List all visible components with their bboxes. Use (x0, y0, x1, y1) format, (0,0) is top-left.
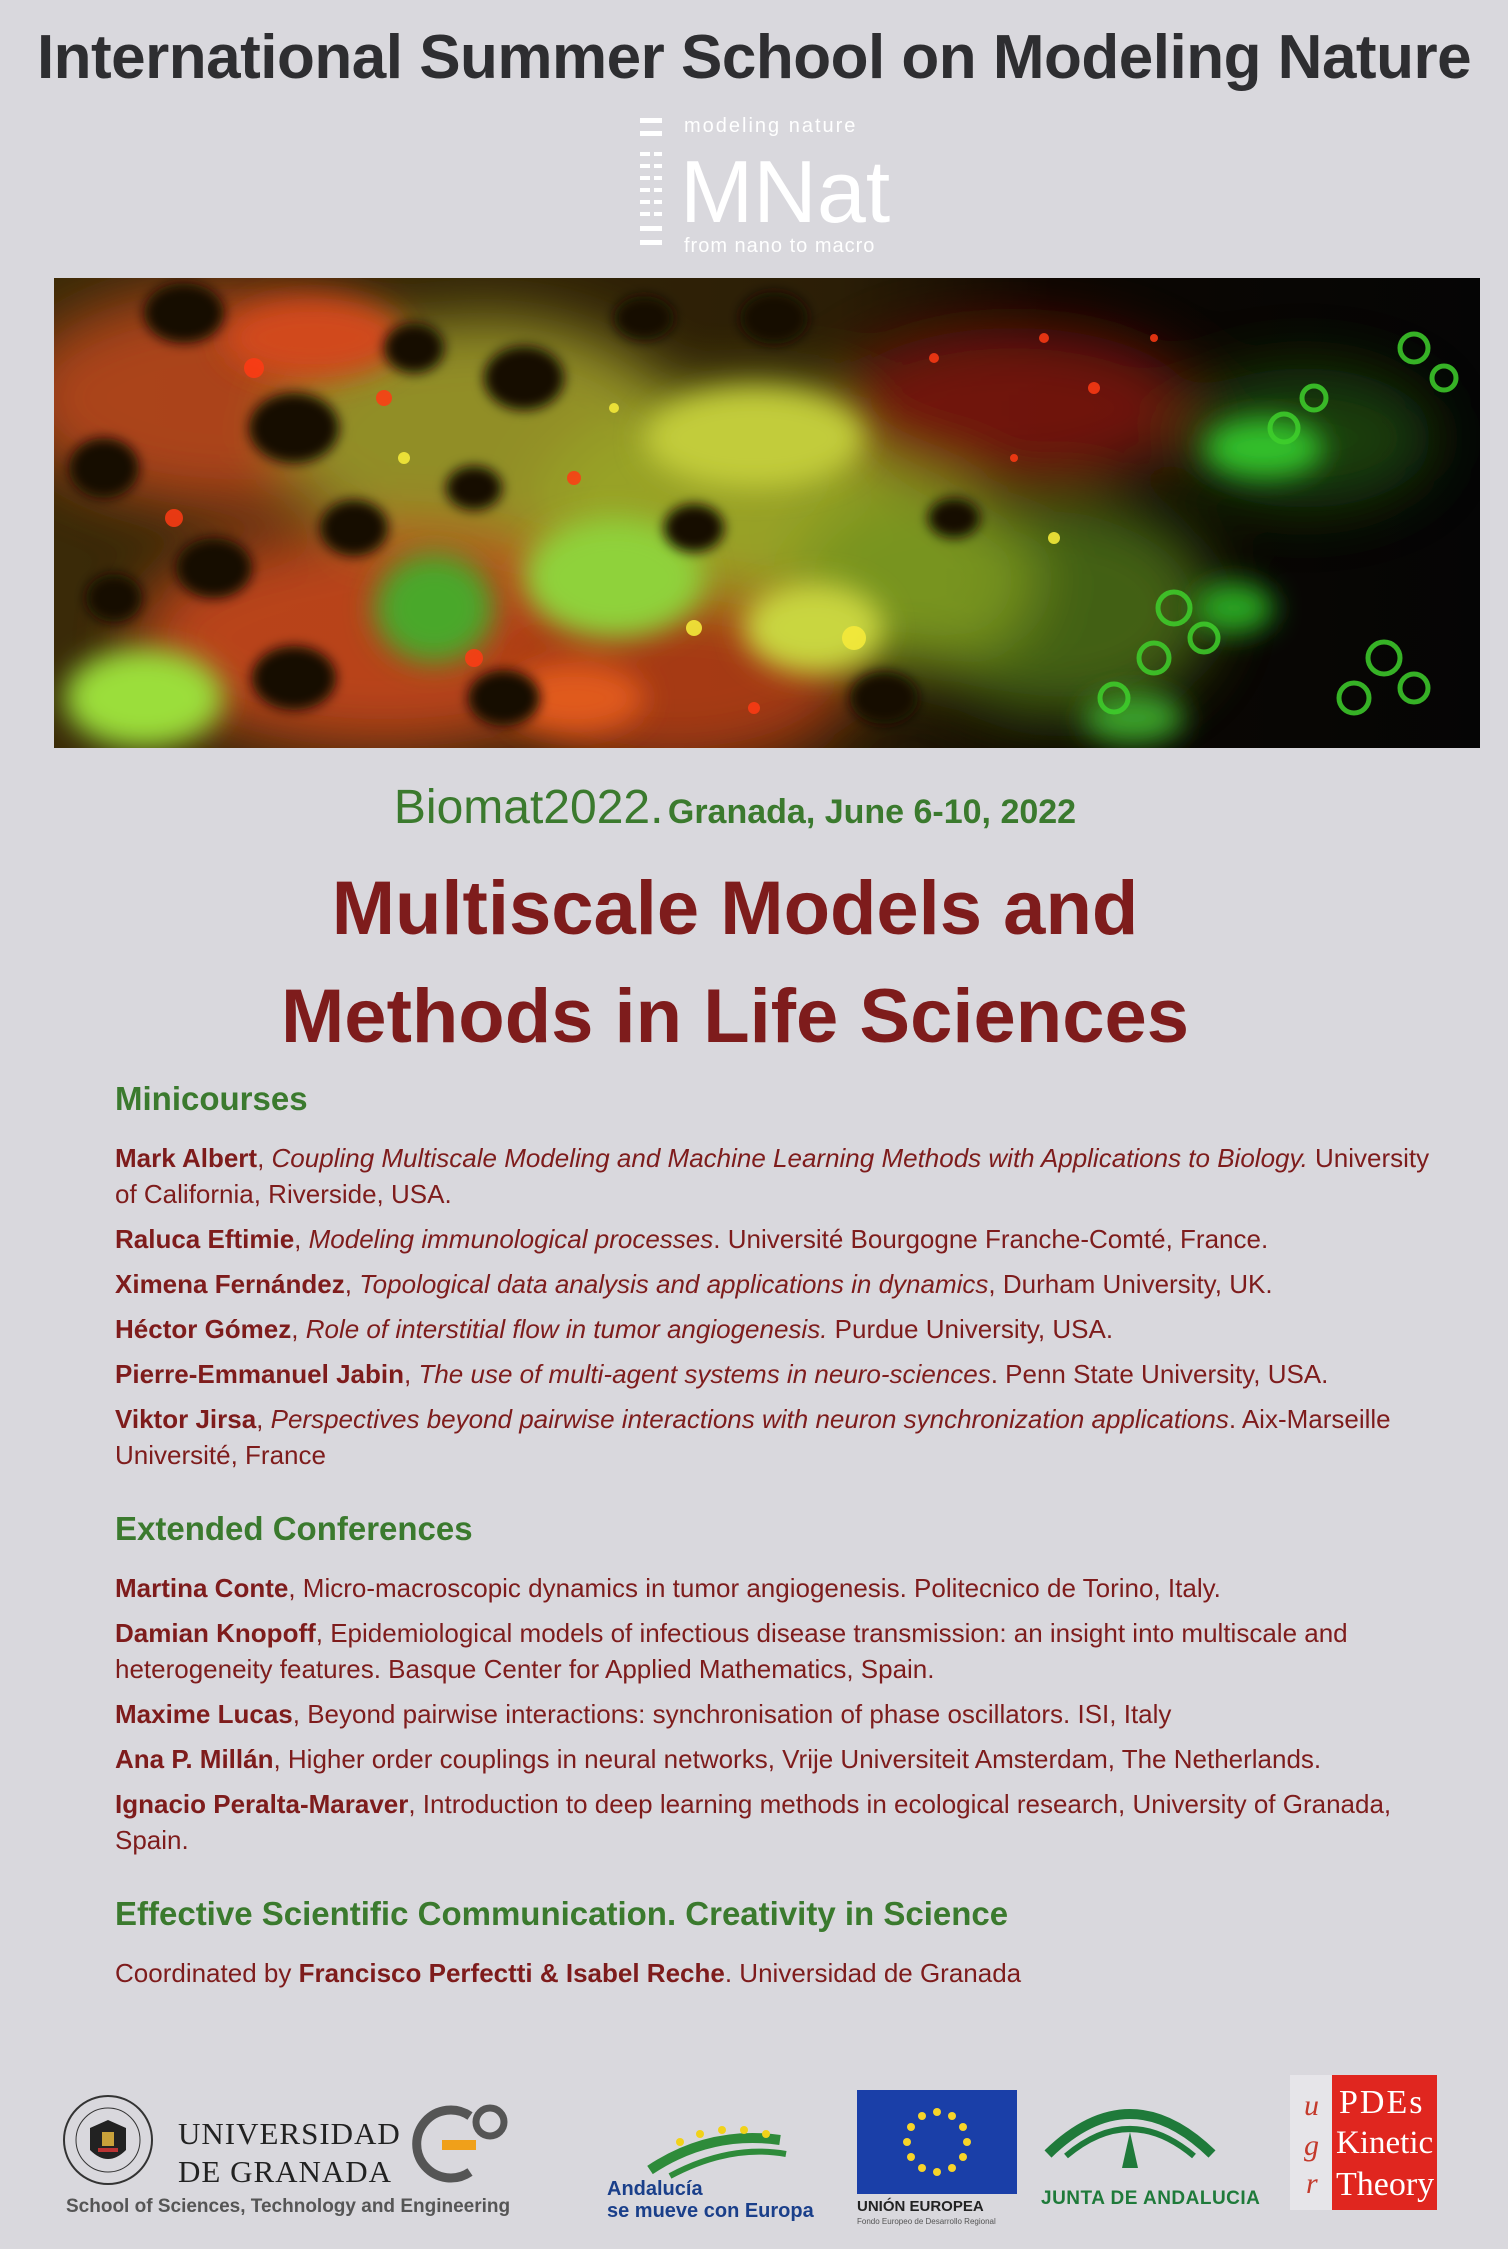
speaker-name: Ana P. Millán (115, 1744, 274, 1774)
ugr-name-line2: DE GRANADA (178, 2154, 393, 2189)
ugr-name-line1: UNIVERSIDAD (178, 2116, 401, 2151)
conference-description: , Beyond pairwise interactions: synchronisation of phase oscillators. ISI, Italy (292, 1699, 1172, 1729)
speaker-name: Maxime Lucas (115, 1699, 293, 1729)
minicourse-entry: Héctor Gómez, Role of interstitial flow in tumor angiogenesis. Purdue University, USA. (115, 1314, 1114, 1344)
svg-text:MNat: MNat (680, 142, 891, 241)
svg-text:PDEs: PDEs (1339, 2084, 1425, 2121)
event-name: Biomat2022. (393, 781, 664, 834)
ugr-school-label: School of Sciences, Technology and Engineering (66, 2196, 511, 2217)
conference-description: , Micro-macroscopic dynamics in tumor angiogenesis. Politecnico de Torino, Italy. (288, 1573, 1221, 1603)
eu-flag-icon (857, 2090, 1017, 2194)
sponsor-logos (0, 2070, 1508, 2240)
minicourse-entry: Ximena Fernández, Topological data analysis and applications in dynamics, Durham University, UK. (115, 1269, 1273, 1299)
mnat-logo (640, 112, 900, 262)
eu-star (959, 2123, 967, 2131)
course-affiliation: . Université Bourgogne Franche-Comté, France. (713, 1224, 1269, 1254)
ugr-seal-icon (60, 2092, 156, 2188)
conferences-heading: Extended Conferences (115, 1510, 473, 1547)
eu-star (963, 2138, 971, 2146)
school-title (0, 855, 1470, 1071)
ugr-etsi-logo-icon (410, 2100, 510, 2184)
eu-star (903, 2138, 911, 2146)
speaker-name: Viktor Jirsa (115, 1404, 257, 1434)
eu-star (948, 2112, 956, 2120)
minicourse-entry: Mark Albert, Coupling Multiscale Modeling and Machine Learning Methods with Applications to Biology. University of California, Riverside, USA. (115, 1143, 1430, 1209)
speaker-name: Raluca Eftimie (115, 1224, 295, 1254)
eu-star (948, 2164, 956, 2172)
conference-entry (115, 1696, 1435, 1732)
andalucia-label-line2: se mueve con Europa (607, 2200, 814, 2222)
pdes-kinetic-theory-logo (1290, 2075, 1437, 2210)
svg-text:u: u (1304, 2089, 1319, 2122)
course-topic: Modeling immunological processes (308, 1224, 714, 1254)
eu-star (907, 2123, 915, 2131)
pdes-logo-icon (1290, 2075, 1437, 2210)
course-topic: Topological data analysis and applications in dynamics (359, 1269, 989, 1299)
course-affiliation: , Durham University, UK. (988, 1269, 1273, 1299)
conference-entry (115, 1615, 1435, 1687)
coordinator-names: Francisco Perfectti & Isabel Reche (298, 1958, 725, 1988)
minicourse-entry: Pierre-Emmanuel Jabin, The use of multi-agent systems in neuro-sciences. Penn State University, USA. (115, 1359, 1329, 1389)
svg-text:Theory: Theory (1336, 2166, 1435, 2203)
speaker-name: Ignacio Peralta-Maraver (115, 1789, 409, 1819)
eu-star (918, 2164, 926, 2172)
eu-star (933, 2108, 941, 2116)
andalucia-europa-logo-icon (640, 2120, 790, 2180)
eu-fund-label: Fondo Europeo de Desarrollo Regional (857, 2217, 996, 2226)
course-affiliation: Purdue University, USA. (827, 1314, 1114, 1344)
andalucia-label-line1: Andalucía (607, 2178, 703, 2200)
minicourses-heading: Minicourses (115, 1080, 308, 1117)
course-affiliation: . Penn State University, USA. (990, 1359, 1329, 1389)
course-topic: Coupling Multiscale Modeling and Machine Learning Methods with Applications to Biology. (271, 1143, 1308, 1173)
svg-text:r: r (1306, 2167, 1318, 2200)
event-subtitle (0, 780, 1470, 835)
svg-text:g: g (1304, 2129, 1319, 2162)
junta-label: JUNTA DE ANDALUCIA (1041, 2188, 1261, 2209)
eu-star (918, 2112, 926, 2120)
school-title-line1: Multiscale Models and (331, 866, 1139, 951)
communication-entry: Coordinated by Francisco Perfectti & Isabel Reche. Universidad de Granada (115, 1958, 1022, 1988)
course-topic: Perspectives beyond pairwise interactions with neuron synchronization applications (270, 1404, 1229, 1434)
eu-star (907, 2153, 915, 2161)
conference-entry (115, 1570, 1435, 1606)
program-content (115, 1080, 1435, 2000)
minicourse-entry: Raluca Eftimie, Modeling immunological processes. Université Bourgogne Franche-Comté, France. (115, 1224, 1269, 1254)
svg-text:Kinetic: Kinetic (1336, 2125, 1434, 2161)
speaker-name: Pierre-Emmanuel Jabin (115, 1359, 404, 1389)
course-affiliation: University of California, Riverside, USA. (115, 1143, 1430, 1209)
course-affiliation: . Aix-Marseille Université, France (115, 1404, 1391, 1470)
speaker-name: Héctor Gómez (115, 1314, 292, 1344)
minicourse-entry: Viktor Jirsa, Perspectives beyond pairwise interactions with neuron synchronization applications. Aix-Marseille Université, France (115, 1404, 1391, 1470)
course-topic: Role of interstitial flow in tumor angiogenesis. (305, 1314, 828, 1344)
conference-entry (115, 1741, 1435, 1777)
conference-description: , Epidemiological models of infectious disease transmission: an insight into multiscale and heterogeneity features. Basque Center for Applied Mathematics, Spain. (115, 1618, 1348, 1684)
conference-description: , Higher order couplings in neural networks, Vrije Universiteit Amsterdam, The Netherlands. (273, 1744, 1322, 1774)
svg-text:modeling nature: modeling nature (684, 115, 858, 137)
speaker-name: Mark Albert (115, 1143, 258, 1173)
school-title-line2: Methods in Life Sciences (281, 974, 1189, 1059)
eu-label: UNIÓN EUROPEA (857, 2198, 984, 2215)
speaker-name: Ximena Fernández (115, 1269, 345, 1299)
junta-andalucia-logo-icon (1040, 2084, 1220, 2184)
conference-entry (115, 1786, 1435, 1858)
speaker-name: Martina Conte (115, 1573, 289, 1603)
svg-text:from nano to macro: from nano to macro (684, 235, 876, 257)
eu-star (959, 2153, 967, 2161)
course-topic: The use of multi-agent systems in neuro-sciences (418, 1359, 991, 1389)
poster-title: International Summer School on Modeling Nature (36, 23, 1472, 92)
speaker-name: Damian Knopoff (115, 1618, 316, 1648)
event-place-date: Granada, June 6-10, 2022 (667, 793, 1077, 831)
eu-star (933, 2168, 941, 2176)
conference-description: , Introduction to deep learning methods in ecological research, University of Granada, Spain. (115, 1789, 1392, 1855)
communication-heading: Effective Scientific Communication. Creativity in Science (115, 1895, 1009, 1932)
microscopy-image (54, 278, 1480, 748)
